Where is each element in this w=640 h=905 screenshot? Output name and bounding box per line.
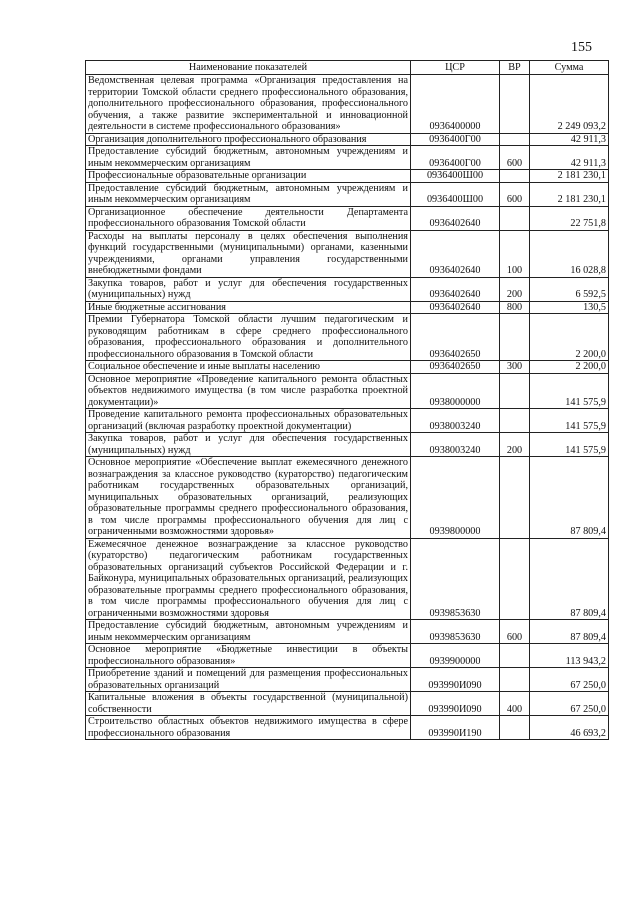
table-row	[86, 692, 609, 716]
row-name: Профессиональные образовательные организации	[86, 170, 411, 183]
row-csr: 0936400Ш00	[411, 170, 500, 183]
row-csr: 0936402650	[411, 314, 500, 361]
row-name: Иные бюджетные ассигнования	[86, 301, 411, 314]
table-row	[86, 538, 609, 620]
row-sum: 130,5	[530, 301, 609, 314]
row-name: Предоставление субсидий бюджетным, автономным учреждениям и иным некоммерческим организациям	[86, 146, 411, 170]
row-name: Премии Губернатора Томской области лучшим педагогическим и руководящим работникам в сфере среднего профессионального образования, профессионального образования и дополнительного профессионального образования в Томской области	[86, 314, 411, 361]
row-sum: 113 943,2	[530, 644, 609, 668]
row-vr: 100	[500, 230, 530, 277]
table-row	[86, 301, 609, 314]
row-csr: 0936402640	[411, 301, 500, 314]
table-row	[86, 206, 609, 230]
row-name: Основное мероприятие «Проведение капитального ремонта областных объектов недвижимого имущества (в том числе разработка проектной документации)»	[86, 373, 411, 409]
row-vr: 600	[500, 146, 530, 170]
row-vr	[500, 170, 530, 183]
row-name: Приобретение зданий и помещений для размещения профессиональных образовательных организаций	[86, 668, 411, 692]
table-row	[86, 182, 609, 206]
row-sum: 141 575,9	[530, 373, 609, 409]
row-csr: 0936400000	[411, 75, 500, 134]
row-name: Закупка товаров, работ и услуг для обеспечения государственных (муниципальных) нужд	[86, 277, 411, 301]
row-csr: 0939800000	[411, 457, 500, 539]
row-sum: 2 200,0	[530, 361, 609, 374]
row-sum: 2 249 093,2	[530, 75, 609, 134]
table-row	[86, 133, 609, 146]
row-vr	[500, 314, 530, 361]
row-vr: 800	[500, 301, 530, 314]
table-row	[86, 620, 609, 644]
row-name: Основное мероприятие «Бюджетные инвестиции в объекты профессионального образования»	[86, 644, 411, 668]
row-csr: 093990И090	[411, 668, 500, 692]
row-sum: 2 181 230,1	[530, 182, 609, 206]
header-csr: ЦСР	[411, 61, 500, 75]
row-sum: 141 575,9	[530, 409, 609, 433]
row-csr: 0936402640	[411, 230, 500, 277]
row-vr	[500, 716, 530, 740]
row-name: Строительство областных объектов недвижимого имущества в сфере профессионального образования	[86, 716, 411, 740]
row-name: Предоставление субсидий бюджетным, автономным учреждениям и иным некоммерческим организациям	[86, 620, 411, 644]
row-csr: 0936400Г00	[411, 146, 500, 170]
row-sum: 42 911,3	[530, 133, 609, 146]
row-name: Организационное обеспечение деятельности Департамента профессионального образования Томской области	[86, 206, 411, 230]
row-sum: 2 200,0	[530, 314, 609, 361]
row-vr	[500, 409, 530, 433]
row-csr: 0938003240	[411, 433, 500, 457]
row-vr: 200	[500, 277, 530, 301]
row-sum: 2 181 230,1	[530, 170, 609, 183]
row-vr: 600	[500, 182, 530, 206]
row-csr: 093990И090	[411, 692, 500, 716]
row-vr	[500, 133, 530, 146]
row-csr: 0936402640	[411, 277, 500, 301]
table-header-row	[86, 61, 609, 75]
row-name: Основное мероприятие «Обеспечение выплат ежемесячного денежного вознаграждения за классное руководство (кураторство) педагогическим работникам государственных образовательных организаций, муниципальных образовательных организаций, реализующих образовательные программы среднего профессионального образования, в том числе программы профессионального обучения для лиц с ограниченными возможностями здоровья»	[86, 457, 411, 539]
row-name: Расходы на выплаты персоналу в целях обеспечения выполнения функций государственными (муниципальными) органами, казенными учреждениями, органами управления государственными внебюджетными фондами	[86, 230, 411, 277]
row-csr: 0936402650	[411, 361, 500, 374]
table-row	[86, 170, 609, 183]
row-name: Предоставление субсидий бюджетным, автономным учреждениям и иным некоммерческим организациям	[86, 182, 411, 206]
row-vr: 400	[500, 692, 530, 716]
row-vr	[500, 538, 530, 620]
row-sum: 141 575,9	[530, 433, 609, 457]
table-row	[86, 644, 609, 668]
row-vr	[500, 668, 530, 692]
row-sum: 87 809,4	[530, 538, 609, 620]
table-row	[86, 433, 609, 457]
table-row	[86, 146, 609, 170]
row-sum: 6 592,5	[530, 277, 609, 301]
row-csr: 0936400Ш00	[411, 182, 500, 206]
row-vr	[500, 75, 530, 134]
row-vr: 300	[500, 361, 530, 374]
table-row	[86, 716, 609, 740]
row-vr: 600	[500, 620, 530, 644]
row-name: Ежемесячное денежное вознаграждение за классное руководство (кураторство) педагогическим работникам государственных образовательных организаций субъектов Российской Федерации и г. Байконура, муниципальных образовательных организаций, реализующих образовательные программы среднего профессионального образования, в том числе программы профессионального обучения для лиц с ограниченными возможностями здоровья	[86, 538, 411, 620]
budget-table	[85, 60, 609, 740]
row-csr: 0939853630	[411, 620, 500, 644]
row-csr: 0936402640	[411, 206, 500, 230]
table-row	[86, 314, 609, 361]
row-name: Организация дополнительного профессионального образования	[86, 133, 411, 146]
row-sum: 16 028,8	[530, 230, 609, 277]
table-row	[86, 409, 609, 433]
row-sum: 67 250,0	[530, 668, 609, 692]
row-csr: 0938000000	[411, 373, 500, 409]
row-sum: 46 693,2	[530, 716, 609, 740]
header-name: Наименование показателей	[86, 61, 411, 75]
row-sum: 67 250,0	[530, 692, 609, 716]
row-name: Закупка товаров, работ и услуг для обеспечения государственных (муниципальных) нужд	[86, 433, 411, 457]
table-row	[86, 361, 609, 374]
row-csr: 0939853630	[411, 538, 500, 620]
table-row	[86, 277, 609, 301]
row-csr: 093990И190	[411, 716, 500, 740]
row-vr	[500, 457, 530, 539]
row-name: Капитальные вложения в объекты государственной (муниципальной) собственности	[86, 692, 411, 716]
table-row	[86, 75, 609, 134]
page-number: 155	[571, 40, 592, 55]
table-row	[86, 373, 609, 409]
row-vr	[500, 206, 530, 230]
row-vr: 200	[500, 433, 530, 457]
row-name: Проведение капитального ремонта профессиональных образовательных организаций (включая разработку проектной документации)	[86, 409, 411, 433]
row-sum: 87 809,4	[530, 620, 609, 644]
row-sum: 22 751,8	[530, 206, 609, 230]
row-sum: 42 911,3	[530, 146, 609, 170]
row-csr: 0936400Г00	[411, 133, 500, 146]
row-name: Ведомственная целевая программа «Организация предоставления на территории Томской области среднего профессионального образования, дополнительного профессионального образования, профессионального обучения, а также развитие экспериментальной и инновационной деятельности в системе профессионального образования»	[86, 75, 411, 134]
row-csr: 0938003240	[411, 409, 500, 433]
table-row	[86, 668, 609, 692]
header-vr: ВР	[500, 61, 530, 75]
row-vr	[500, 644, 530, 668]
row-name: Социальное обеспечение и иные выплаты населению	[86, 361, 411, 374]
header-sum: Сумма	[530, 61, 609, 75]
table-row	[86, 230, 609, 277]
row-csr: 0939900000	[411, 644, 500, 668]
table-row	[86, 457, 609, 539]
row-sum: 87 809,4	[530, 457, 609, 539]
row-vr	[500, 373, 530, 409]
